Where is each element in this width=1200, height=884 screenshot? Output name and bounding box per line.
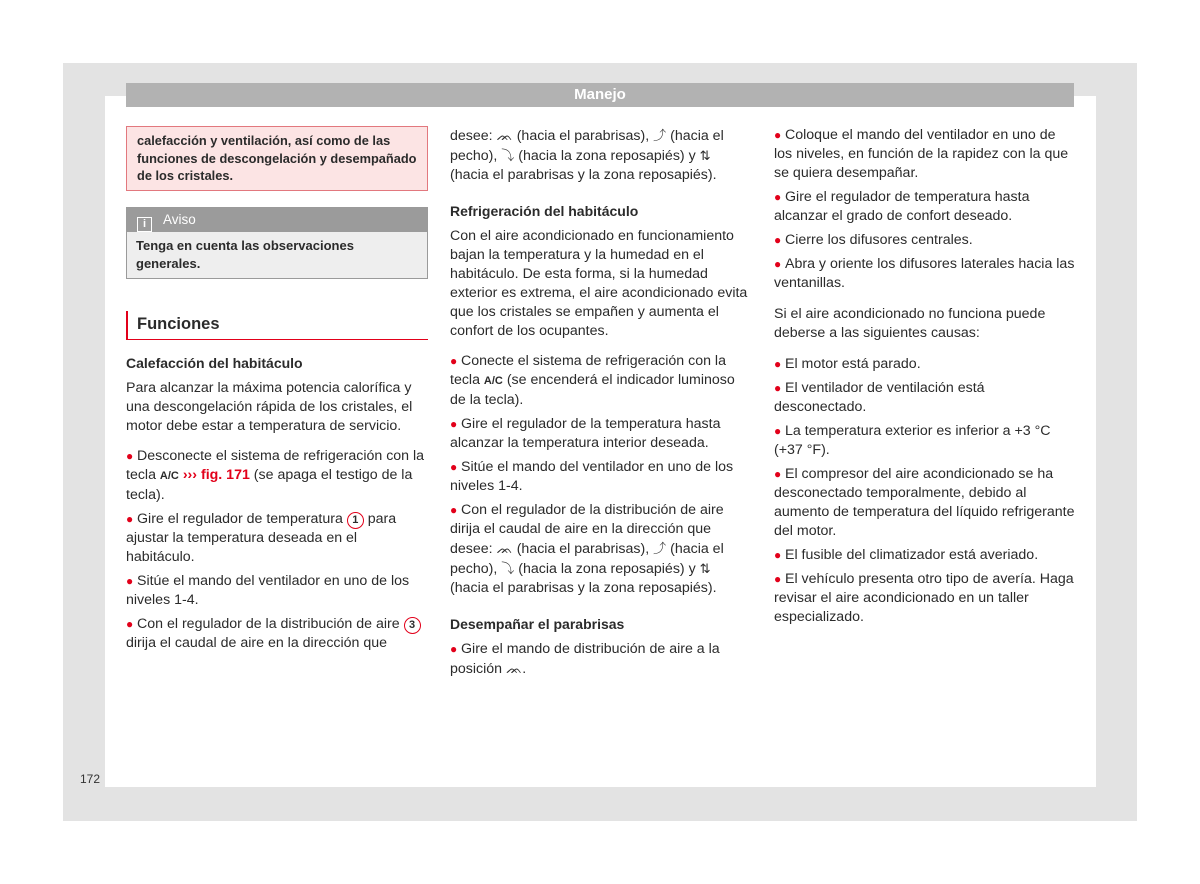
bullet-icon: ● — [774, 467, 782, 481]
note-box — [126, 207, 428, 279]
windshield-defrost-icon: ᨏ — [506, 661, 523, 676]
arrows-icon: ››› — [182, 466, 198, 483]
bullet-icon: ● — [126, 448, 134, 463]
callout-number: 3 — [404, 617, 421, 634]
bullet-icon: ● — [774, 572, 782, 586]
air-feet-icon: ⤵ — [501, 148, 515, 163]
bullet-icon: ● — [126, 573, 134, 588]
list-item: ● Con el regulador de la distribución de aire 3 dirija el caudal de aire en la dirección que — [126, 615, 428, 653]
page-header: Manejo — [126, 83, 1074, 107]
list-item: ● Gire el regulador de temperatura hasta alcanzar el grado de confort deseado. — [774, 189, 1030, 224]
subtitle-cooling: Refrigeración del habitáculo — [450, 203, 639, 219]
air-windshield-feet-icon: ⇅ — [699, 561, 711, 576]
list-item: ● Gire el regulador de temperatura 1 para ajustar la temperatura deseada en el habitáculo. — [126, 510, 397, 565]
list-item: ● Abra y oriente los difusores laterales hacia las ventanillas. — [774, 256, 1075, 291]
bullet-icon: ● — [450, 642, 458, 656]
ac-key-label: A/C — [483, 375, 503, 387]
list-item: ● Gire el regulador de la temperatura hasta alcanzar la temperatura interior deseada. — [450, 416, 721, 451]
list-item: ● El compresor del aire acondicionado se ha desconectado temporalmente, debido al aumento de temperatura del líquido refrigerante del motor. — [774, 466, 1075, 539]
windshield-defrost-icon: ᨏ — [496, 541, 513, 556]
column-2 — [450, 126, 752, 684]
list-item: ● Sitúe el mando del ventilador en uno de los niveles 1-4. — [450, 459, 734, 494]
list-item: ● El fusible del climatizador está averiado. — [774, 547, 1039, 563]
column-3 — [774, 126, 1076, 632]
air-chest-icon: ⤴ — [653, 128, 667, 143]
bullet-icon: ● — [450, 417, 458, 431]
list-item: ● Coloque el mando del ventilador en uno de los niveles, en función de la rapidez con la que se quiera desempañar. — [774, 127, 1069, 181]
warning-box: calefacción y ventilación, así como de las funciones de descongelación y desempañado de los cristales. — [126, 126, 428, 191]
info-icon: i — [137, 217, 152, 232]
bullet-icon: ● — [774, 190, 782, 204]
list-item: ● Conecte el sistema de refrigeración con la tecla A/C (se encenderá el indicador luminoso de la tecla). — [450, 353, 735, 408]
callout-number: 1 — [347, 512, 364, 529]
cooling-paragraph: Con el aire acondicionado en funcionamiento bajan la temperatura y la humedad en el habitáculo. De esta forma, si la humedad exterior es extrema, el aire acondicionado evita que los cristales se empañen y aumenta el confort de los ocupantes. — [450, 228, 748, 339]
list-item: ● El vehículo presenta otro tipo de avería. Haga revisar el aire acondicionado en un taller especializado. — [774, 571, 1074, 625]
causes-paragraph: Si el aire acondicionado no funciona puede deberse a las siguientes causas: — [774, 306, 1046, 341]
bullet-icon: ● — [450, 503, 458, 517]
bullet-icon: ● — [774, 257, 782, 271]
bullet-icon: ● — [774, 357, 782, 371]
list-item: ● Sitúe el mando del ventilador en uno de los niveles 1-4. — [126, 572, 410, 608]
column-1 — [126, 126, 428, 658]
bullet-icon: ● — [126, 616, 134, 631]
bullet-icon: ● — [774, 233, 782, 247]
section-title: Funciones — [126, 311, 428, 340]
air-chest-icon: ⤴ — [653, 541, 667, 556]
bullet-icon: ● — [774, 128, 782, 142]
note-text: Tenga en cuenta las observaciones generales. — [127, 232, 427, 278]
page-number: 172 — [80, 772, 101, 786]
list-item: ● El motor está parado. — [774, 356, 921, 372]
bullet-icon: ● — [774, 548, 782, 562]
note-header — [127, 208, 427, 232]
subtitle-heating: Calefacción del habitáculo — [126, 354, 303, 371]
bullet-icon: ● — [450, 354, 458, 368]
bullet-icon: ● — [774, 424, 782, 438]
list-item: ● Cierre los difusores centrales. — [774, 232, 973, 248]
subtitle-defog: Desempañar el parabrisas — [450, 616, 625, 632]
air-windshield-feet-icon: ⇅ — [699, 148, 711, 163]
list-item: ● El ventilador de ventilación está desconectado. — [774, 380, 985, 415]
list-item: ● La temperatura exterior es inferior a +3 °C (+37 °F). — [774, 423, 1051, 458]
note-label: Aviso — [163, 211, 196, 227]
ac-key-label: A/C — [159, 469, 179, 482]
bullet-icon: ● — [450, 460, 458, 474]
air-feet-icon: ⤵ — [501, 561, 515, 576]
bullet-icon: ● — [774, 381, 782, 395]
windshield-defrost-icon: ᨏ — [496, 128, 513, 143]
list-item: ● Desconecte el sistema de refrigeración con la tecla A/C ››› fig. 171 (se apaga el testigo de la tecla). — [126, 447, 425, 503]
list-item: ● Gire el mando de distribución de aire a la posición ᨏ. — [450, 641, 720, 677]
continuation-paragraph: desee: ᨏ (hacia el parabrisas), ⤴ (hacia el pecho), ⤵ (hacia la zona reposapiés) y ⇅ (hacia el parabrisas y la zona reposapiés). — [450, 128, 724, 183]
list-item: ● Con el regulador de la distribución de aire dirija el caudal de aire en la dirección que desee: ᨏ (hacia el parabrisas), ⤴ (hacia el pecho), ⤵ (hacia la zona reposapiés) y ⇅ (hacia el parabrisas y la zona reposapiés). — [450, 502, 724, 596]
bullet-icon: ● — [126, 511, 134, 526]
intro-paragraph: Para alcanzar la máxima potencia calorífica y una descongelación rápida de los cristales, el motor debe estar a temperatura de servicio. — [126, 379, 413, 434]
figure-reference-link[interactable]: fig. 171 — [200, 466, 250, 483]
